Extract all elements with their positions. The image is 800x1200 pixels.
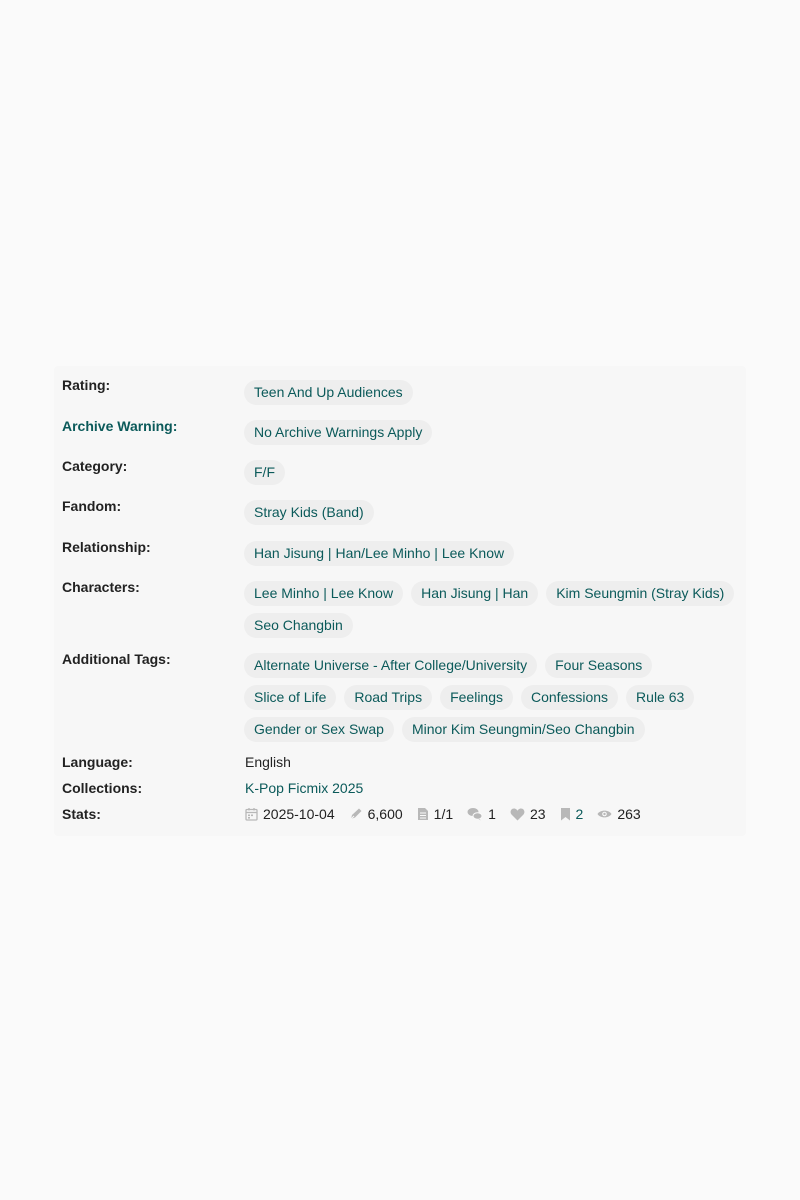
freeform-tag[interactable]: Slice of Life	[244, 685, 336, 710]
stat-kudos	[510, 806, 546, 822]
freeform-tag[interactable]: Confessions	[521, 685, 618, 710]
comment-bubbles-icon	[467, 807, 483, 821]
heart-icon	[510, 808, 525, 821]
characters-tags	[244, 581, 740, 638]
category-tags	[244, 460, 740, 485]
freeform-tag[interactable]: Road Trips	[344, 685, 432, 710]
document-icon	[417, 807, 429, 821]
fandom-tags	[244, 500, 740, 525]
published-date: 2025-10-04	[263, 806, 335, 822]
bookmarks-link[interactable]: 2	[575, 806, 584, 822]
stat-chapters	[417, 806, 453, 822]
relationship-tag[interactable]: Han Jisung | Han/Lee Minho | Lee Know	[244, 541, 514, 566]
relationship-label: Relationship:	[62, 539, 151, 555]
stat-comments	[467, 806, 496, 822]
calendar-icon	[245, 807, 258, 821]
stat-words	[349, 806, 403, 822]
stats-label: Stats:	[62, 806, 101, 822]
kudos-count: 23	[529, 806, 546, 822]
collection-link[interactable]: K-Pop Ficmix 2025	[245, 780, 364, 796]
additional-tags	[244, 653, 740, 742]
characters-label: Characters:	[62, 579, 140, 595]
character-tag[interactable]: Seo Changbin	[244, 613, 353, 638]
rating-label: Rating:	[62, 377, 111, 393]
freeform-tag[interactable]: Rule 63	[626, 685, 694, 710]
rating-tags	[244, 380, 740, 405]
stat-bookmarks	[560, 806, 584, 822]
relationship-tags	[244, 541, 740, 566]
archive-warning-tags	[244, 420, 740, 445]
language-label: Language:	[62, 754, 133, 770]
character-tag[interactable]: Han Jisung | Han	[411, 581, 538, 606]
additional-tags-label: Additional Tags:	[62, 651, 171, 667]
freeform-tag[interactable]: Gender or Sex Swap	[244, 717, 394, 742]
archive-warning-label[interactable]: Archive Warning:	[62, 418, 178, 434]
fandom-label: Fandom:	[62, 498, 122, 514]
bookmark-icon	[560, 807, 571, 821]
eye-icon	[597, 809, 612, 819]
hit-count: 263	[617, 806, 641, 822]
stat-hits	[597, 806, 640, 822]
pen-icon	[349, 807, 363, 821]
category-label: Category:	[62, 458, 128, 474]
freeform-tag[interactable]: Alternate Universe - After College/University	[244, 653, 537, 678]
freeform-tag[interactable]: Four Seasons	[545, 653, 652, 678]
character-tag[interactable]: Kim Seungmin (Stray Kids)	[546, 581, 734, 606]
stats-row	[245, 806, 655, 822]
character-tag[interactable]: Lee Minho | Lee Know	[244, 581, 403, 606]
word-count: 6,600	[367, 806, 403, 822]
fandom-tag[interactable]: Stray Kids (Band)	[244, 500, 374, 525]
archive-warning-tag[interactable]: No Archive Warnings Apply	[244, 420, 432, 445]
language-value: English	[245, 754, 291, 770]
category-tag[interactable]: F/F	[244, 460, 285, 485]
stat-published	[245, 806, 335, 822]
comment-count: 1	[488, 806, 496, 822]
freeform-tag[interactable]: Minor Kim Seungmin/Seo Changbin	[402, 717, 645, 742]
collections-label: Collections:	[62, 780, 143, 796]
rating-tag[interactable]: Teen And Up Audiences	[244, 380, 413, 405]
freeform-tag[interactable]: Feelings	[440, 685, 513, 710]
chapter-count: 1/1	[433, 806, 454, 822]
